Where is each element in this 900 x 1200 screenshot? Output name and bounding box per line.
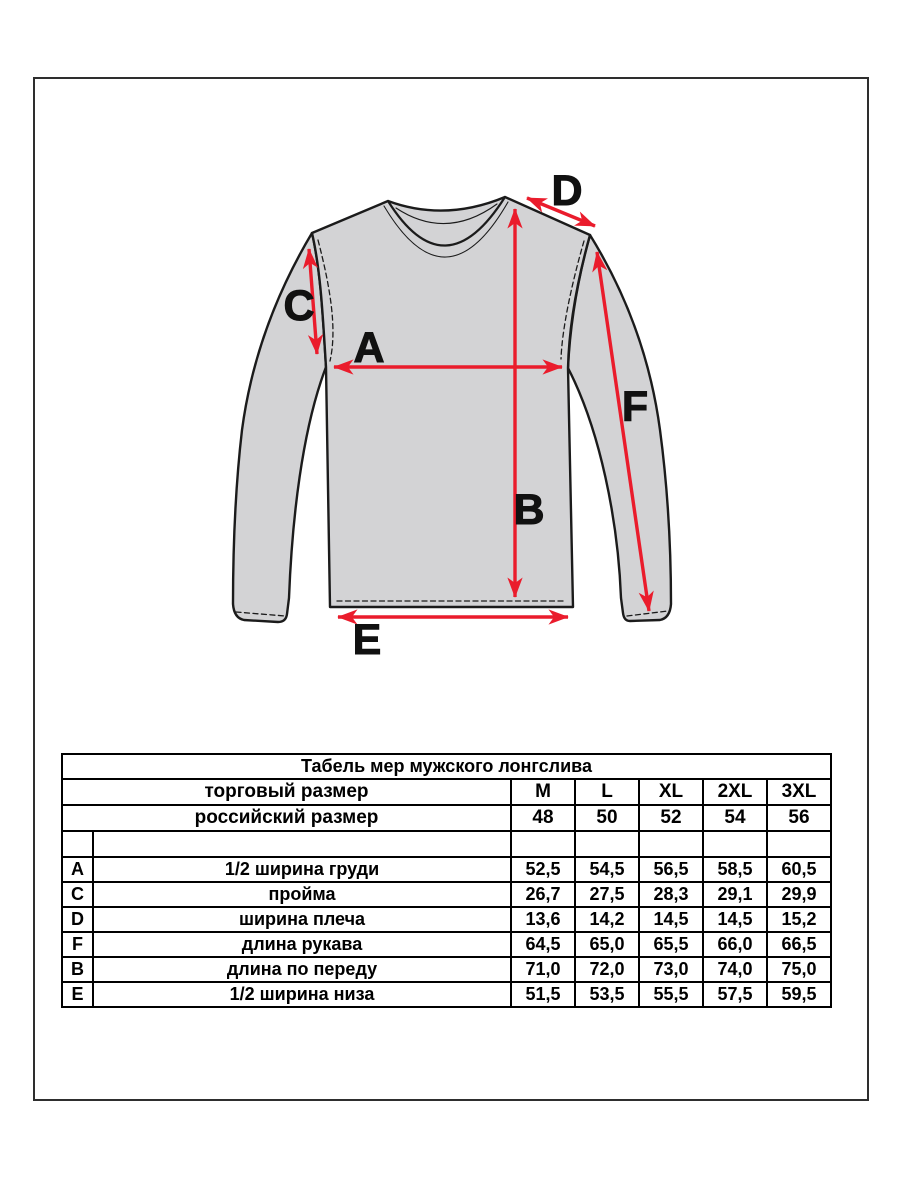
spacer-cell (511, 831, 575, 857)
spacer-cell (767, 831, 831, 857)
row-value: 73,0 (639, 957, 703, 982)
row-value: 14,5 (703, 907, 767, 932)
size-measurements-table (61, 753, 832, 1008)
row-letter: D (62, 907, 93, 932)
measure-label-a: A (353, 324, 385, 372)
spacer-cell (639, 831, 703, 857)
table-row-e (62, 982, 831, 1007)
russian-size-value: 48 (511, 805, 575, 831)
row-letter: F (62, 932, 93, 957)
russian-size-value: 52 (639, 805, 703, 831)
measure-label-b: B (513, 486, 545, 534)
table-row-c (62, 882, 831, 907)
row-value: 26,7 (511, 882, 575, 907)
measure-label-e: E (352, 616, 382, 664)
row-value: 60,5 (767, 857, 831, 882)
trade-size-value: XL (639, 779, 703, 805)
spacer-cell (93, 831, 511, 857)
trade-size-value: 3XL (767, 779, 831, 805)
row-name: 1/2 ширина груди (93, 857, 511, 882)
spacer-cell (62, 831, 93, 857)
right-sleeve-shape (568, 235, 671, 621)
row-value: 13,6 (511, 907, 575, 932)
row-value: 29,1 (703, 882, 767, 907)
trade-size-value: L (575, 779, 639, 805)
row-value: 55,5 (639, 982, 703, 1007)
row-value: 14,2 (575, 907, 639, 932)
row-value: 56,5 (639, 857, 703, 882)
row-value: 54,5 (575, 857, 639, 882)
row-value: 65,5 (639, 932, 703, 957)
row-value: 64,5 (511, 932, 575, 957)
row-value: 52,5 (511, 857, 575, 882)
table-row-f (62, 932, 831, 957)
row-value: 65,0 (575, 932, 639, 957)
russian-size-value: 56 (767, 805, 831, 831)
table-row-b (62, 957, 831, 982)
row-value: 58,5 (703, 857, 767, 882)
row-value: 51,5 (511, 982, 575, 1007)
measure-label-f: F (621, 383, 649, 431)
row-value: 66,5 (767, 932, 831, 957)
row-value: 15,2 (767, 907, 831, 932)
row-name: 1/2 ширина низа (93, 982, 511, 1007)
table-row-a (62, 857, 831, 882)
row-name: ширина плеча (93, 907, 511, 932)
row-value: 14,5 (639, 907, 703, 932)
row-value: 71,0 (511, 957, 575, 982)
row-value: 57,5 (703, 982, 767, 1007)
row-value: 74,0 (703, 957, 767, 982)
shirt-body-shape (312, 197, 590, 607)
measure-label-c: C (283, 282, 315, 330)
row-value: 59,5 (767, 982, 831, 1007)
row-letter: B (62, 957, 93, 982)
row-name: пройма (93, 882, 511, 907)
trade-size-row (62, 779, 831, 805)
trade-size-value: 2XL (703, 779, 767, 805)
row-value: 72,0 (575, 957, 639, 982)
row-value: 75,0 (767, 957, 831, 982)
measure-label-d: D (551, 167, 583, 215)
row-letter: E (62, 982, 93, 1007)
table-title: Табель мер мужского лонгслива (62, 754, 831, 779)
russian-size-value: 50 (575, 805, 639, 831)
row-letter: C (62, 882, 93, 907)
row-value: 53,5 (575, 982, 639, 1007)
table-row-d (62, 907, 831, 932)
row-letter: A (62, 857, 93, 882)
russian-size-label: российский размер (62, 805, 511, 831)
spacer-cell (575, 831, 639, 857)
longsleeve-drawing-icon (233, 197, 671, 622)
row-value: 28,3 (639, 882, 703, 907)
russian-size-row (62, 805, 831, 831)
russian-size-value: 54 (703, 805, 767, 831)
spacer-cell (703, 831, 767, 857)
spacer-row (62, 831, 831, 857)
trade-size-label: торговый размер (62, 779, 511, 805)
row-value: 27,5 (575, 882, 639, 907)
table-title-row (62, 754, 831, 779)
row-value: 29,9 (767, 882, 831, 907)
trade-size-value: M (511, 779, 575, 805)
row-name: длина рукава (93, 932, 511, 957)
row-value: 66,0 (703, 932, 767, 957)
row-name: длина по переду (93, 957, 511, 982)
